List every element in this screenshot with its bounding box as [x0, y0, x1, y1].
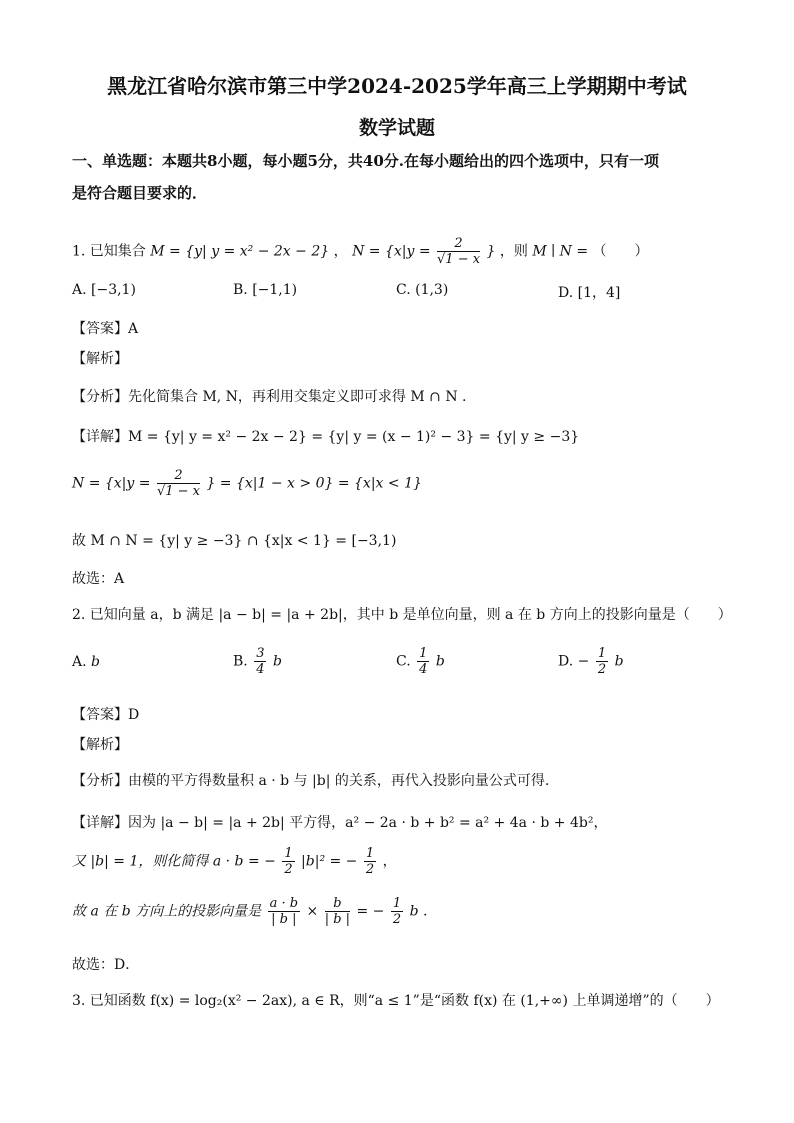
- q2-option-b-label: B.: [233, 653, 248, 670]
- q2-conclusion-c: b .: [409, 903, 428, 920]
- q3-stem: 3. 已知函数 f(x) = log₂(x² − 2ax), a ∈ R，则“a ≤ 1”是“函数 f(x) 在 (1,+∞) 上单调递增”的（ ）: [72, 993, 720, 1009]
- exam-subtitle: 数学试题: [358, 117, 435, 139]
- q1-n-derivation-fraction: [157, 468, 200, 499]
- q2-option-b-num: 3: [256, 646, 265, 661]
- q1-comma: ，: [333, 243, 348, 260]
- q2-final-choice: 故选：D．: [72, 957, 140, 973]
- q2-conclusion-num3: 1: [392, 896, 402, 911]
- q1-frac-den: √1 − x: [437, 252, 481, 267]
- q2-option-d-den: 2: [597, 662, 607, 677]
- q2-simplify-c: ，: [382, 853, 397, 870]
- q2-simplify: [72, 846, 397, 877]
- q1-option-c: C. (1,3): [396, 282, 449, 298]
- q2-option-c-vector: b: [435, 653, 445, 670]
- q2-conclusion-frac3: [391, 896, 403, 927]
- q2-option-c-fraction: [417, 646, 429, 677]
- exam-title: 黑龙江省哈尔滨市第三中学2024-2025学年高三上学期期中考试: [107, 74, 687, 98]
- q2-option-b-den: 4: [256, 662, 265, 677]
- q2-answer: 【答案】D: [72, 707, 140, 723]
- q2-option-d-fraction: [596, 646, 608, 677]
- q2-conclusion-frac1: [268, 896, 300, 927]
- q1-stem-then: ，则: [499, 243, 528, 260]
- q1-answer: 【答案】A: [72, 321, 139, 337]
- q1-n-derivation-den: √1 − x: [156, 484, 200, 499]
- q1-n-derivation-right: } = {x|1 − x > 0} = {x|x < 1}: [206, 475, 422, 492]
- q2-conclusion-den2: | b |: [324, 912, 351, 927]
- q2-simplify-num: 1: [284, 846, 293, 861]
- q2-simplify-den: 2: [284, 862, 293, 877]
- q2-option-c-den: 4: [419, 662, 428, 677]
- section-header-line2: 是符合题目要求的．: [72, 184, 208, 202]
- q1-set-n-fraction: [437, 236, 480, 267]
- q1-set-m: M = {y| y = x² − 2x − 2}: [150, 243, 330, 260]
- q2-option-c: [396, 646, 445, 677]
- q2-option-d-vector: b: [614, 653, 624, 670]
- q1-n-derivation-left: N = {x|y =: [72, 475, 151, 492]
- q2-stem: 2. 已知向量 a，b 满足 |a − b| = |a + 2b|，其中 b 是单位向量，则 a 在 b 方向上的投影向量是（ ）: [72, 607, 732, 623]
- q2-analysis-label: 【解析】: [72, 737, 128, 753]
- q1-set-n-left: N = {x|y =: [352, 243, 431, 260]
- q2-option-d-num: 1: [597, 646, 607, 661]
- q2-simplify-a: 又 |b| = 1，则化简得 a · b = −: [72, 853, 276, 870]
- q1-n-derivation: [72, 468, 422, 499]
- q2-option-d-label: D.: [558, 653, 574, 670]
- q1-fenxi: 【分析】先化简集合 M, N，再利用交集定义即可求得 M ∩ N .: [72, 389, 467, 405]
- q1-xiangjie: 【详解】M = {y| y = x² − 2x − 2} = {y| y = (x − 1)² − 3} = {y| y ≥ −3}: [72, 429, 580, 445]
- q1-conclusion: 故 M ∩ N = {y| y ≥ −3} ∩ {x|x < 1} = [−3,1): [72, 533, 397, 549]
- section-header-line1: 一、单选题：本题共8小题，每小题5分，共40分.在每小题给出的四个选项中，只有一项: [72, 152, 659, 170]
- q1-stem-prefix: 1. 已知集合: [72, 243, 146, 260]
- q2-simplify-den2: 2: [365, 862, 375, 877]
- q2-conclusion-den3: 2: [392, 912, 402, 927]
- q2-conclusion-b: = −: [356, 903, 385, 920]
- q1-frac-num: 2: [437, 236, 480, 252]
- q2-conclusion-a: 故 a 在 b 方向上的投影向量是: [72, 903, 262, 920]
- q2-option-b-vector: b: [272, 653, 282, 670]
- q2-fenxi: 【分析】由模的平方得数量积 a · b 与 |b| 的关系，再代入投影向量公式可得.: [72, 773, 550, 789]
- q2-option-a: [72, 654, 100, 670]
- q2-conclusion-num1: a · b: [269, 896, 299, 911]
- q2-option-a-label: A.: [72, 654, 87, 670]
- q2-conclusion-den1: | b |: [271, 912, 297, 927]
- q1-n-derivation-num: 2: [157, 468, 200, 484]
- q2-simplify-frac2: [364, 846, 376, 877]
- q2-simplify-b: |b|² = −: [301, 853, 358, 870]
- q2-option-c-label: C.: [396, 653, 411, 670]
- q2-option-b: [233, 646, 282, 677]
- q2-simplify-num2: 1: [365, 846, 375, 861]
- q2-option-b-fraction: [254, 646, 266, 677]
- q2-conclusion-times: ×: [306, 903, 319, 920]
- q1-option-b: B. [−1,1): [233, 282, 298, 298]
- q2-conclusion: [72, 896, 427, 927]
- q2-option-c-num: 1: [419, 646, 428, 661]
- q2-option-d: D. − $\frac{1}{2}$ b: [558, 646, 624, 677]
- q2-xiangjie: 【详解】因为 |a − b| = |a + 2b| 平方得，a² − 2a · b + b² = a² + 4a · b + 4b²，: [72, 815, 608, 831]
- q1-final-choice: 故选：A: [72, 571, 125, 587]
- q1-intersection: M ∣ N =: [532, 243, 589, 260]
- q2-simplify-frac: [282, 846, 294, 877]
- q1-option-d: D. [1，4]: [558, 285, 621, 301]
- q1-option-a: A. [−3,1): [72, 282, 136, 298]
- q1-paren: （ ）: [592, 243, 649, 260]
- q2-conclusion-num2: b: [325, 896, 350, 912]
- q1-set-n-right: }: [486, 243, 496, 260]
- q2-conclusion-frac2: [325, 896, 350, 927]
- q1-stem: [72, 236, 649, 267]
- q2-option-a-value: b: [91, 654, 100, 670]
- q1-analysis-label: 【解析】: [72, 351, 128, 367]
